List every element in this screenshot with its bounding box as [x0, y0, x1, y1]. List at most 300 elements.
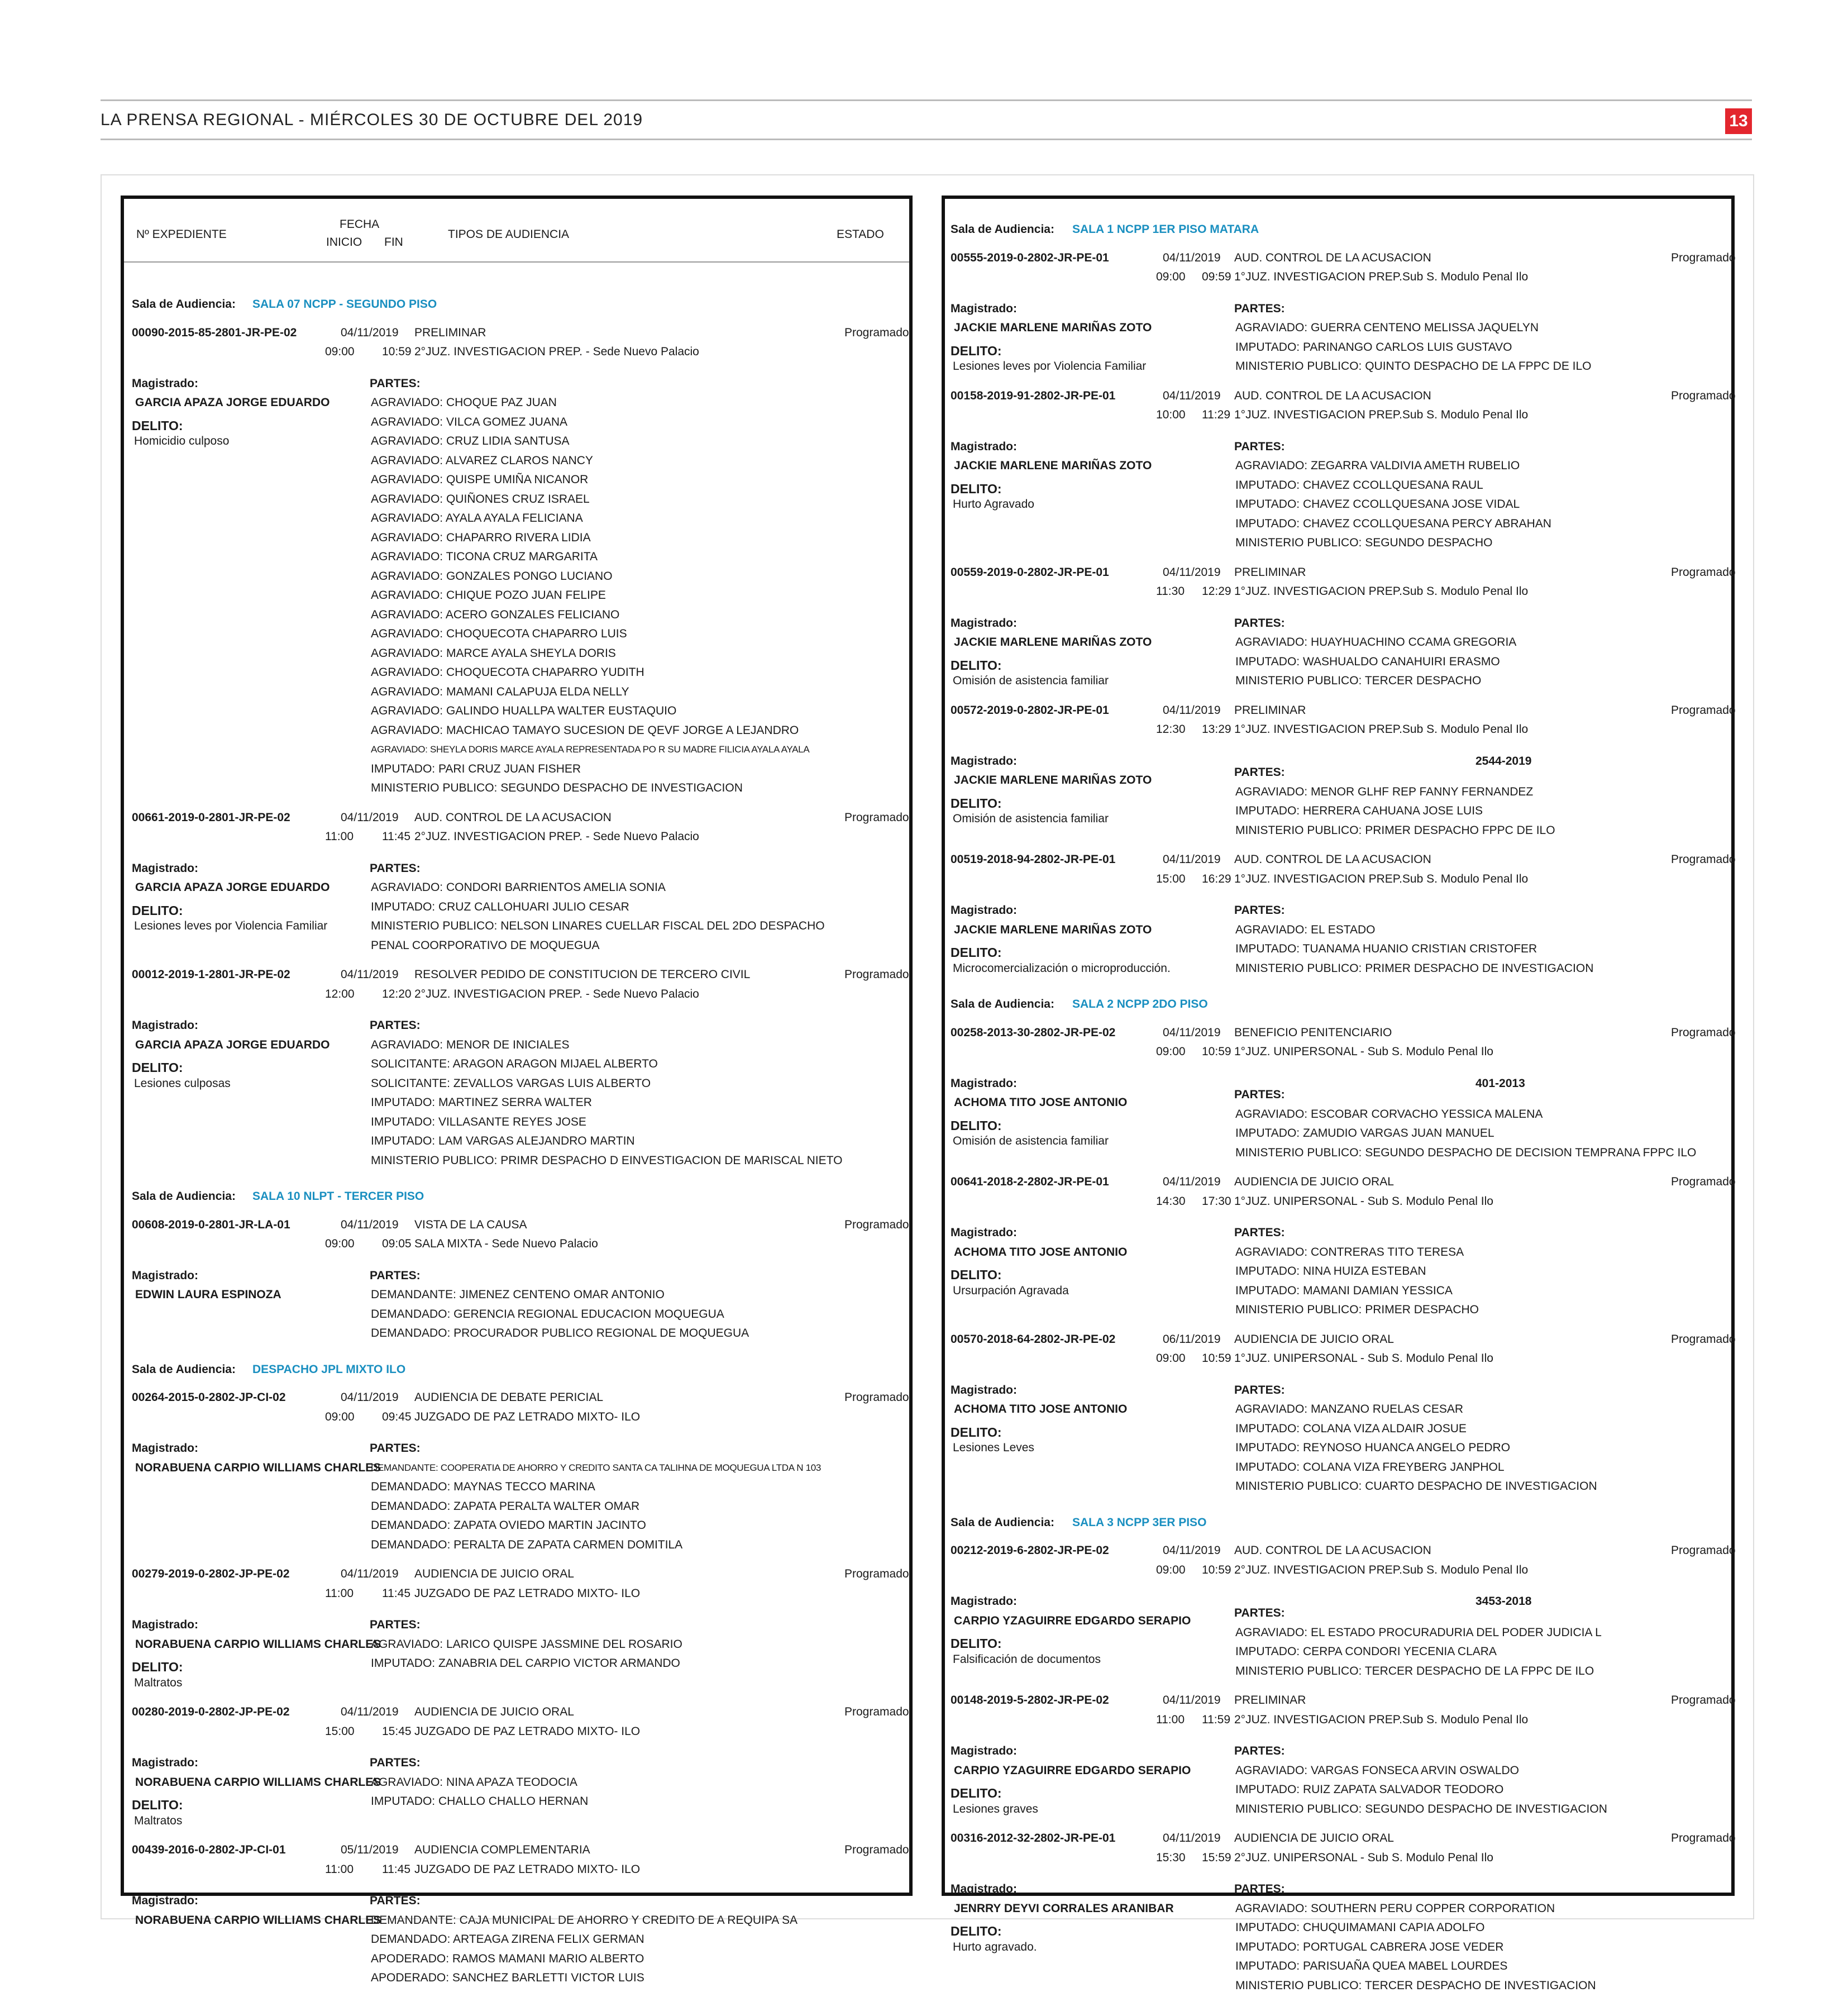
- magistrado-label: Magistrado:: [951, 754, 1018, 768]
- parte-item: AGRAVIADO: QUISPE UMIÑA NICANOR: [371, 473, 589, 486]
- estado-status: Programado: [844, 1391, 909, 1404]
- parte-item: AGRAVIADO: MARCE AYALA SHEYLA DORIS: [371, 646, 616, 660]
- fecha-date: 04/11/2019: [1163, 1832, 1221, 1845]
- partes-label: PARTES:: [370, 1442, 421, 1455]
- parte-item: DEMANDADO: GERENCIA REGIONAL EDUCACION MOQUEGUA: [371, 1307, 724, 1321]
- juzgado-lugar: 1°JUZ. INVESTIGACION PREP.Sub S. Modulo Penal Ilo: [1234, 585, 1529, 598]
- parte-item: IMPUTADO: CHAVEZ CCOLLQUESANA JOSE VIDAL: [1235, 498, 1520, 511]
- tipo-audiencia: AUDIENCIA DE JUICIO ORAL: [1234, 1332, 1394, 1346]
- expediente-number: 00519-2018-94-2802-JR-PE-01: [951, 853, 1116, 866]
- parte-item: AGRAVIADO: ACERO GONZALES FELICIANO: [371, 608, 620, 621]
- parte-item: DEMANDANTE: COOPERATIA DE AHORRO Y CREDITO SANTA CA TALIHNA DE MOQUEGUA LTDA N 103: [371, 1462, 822, 1473]
- juzgado-lugar: 1°JUZ. UNIPERSONAL - Sub S. Modulo Penal Ilo: [1234, 1352, 1493, 1365]
- partes-label: PARTES:: [370, 1894, 421, 1907]
- tipo-audiencia: AUDIENCIA DE JUICIO ORAL: [414, 1705, 574, 1718]
- left-column: [121, 196, 913, 1984]
- parte-item: AGRAVIADO: SOUTHERN PERU COPPER CORPORATION: [1235, 1901, 1555, 1915]
- partes-label: PARTES:: [1234, 1088, 1285, 1102]
- juzgado-lugar: 2°JUZ. INVESTIGACION PREP.Sub S. Modulo Penal Ilo: [1234, 1713, 1529, 1726]
- estado-status: Programado: [844, 1567, 909, 1580]
- parte-item: AGRAVIADO: HUAYHUACHINO CCAMA GREGORIA: [1235, 636, 1517, 649]
- fecha-date: 04/11/2019: [341, 968, 399, 981]
- expediente-number: 00012-2019-1-2801-JR-PE-02: [132, 968, 290, 981]
- fecha-date: 04/11/2019: [341, 1218, 399, 1231]
- magistrado-label: Magistrado:: [951, 1076, 1018, 1090]
- parte-item: AGRAVIADO: CHOQUECOTA CHAPARRO LUIS: [371, 627, 627, 640]
- magistrado-name: GARCIA APAZA JORGE EDUARDO: [135, 396, 330, 409]
- sala-label: Sala de Audiencia:: [951, 223, 1054, 236]
- juzgado-lugar: JUZGADO DE PAZ LETRADO MIXTO- ILO: [414, 1410, 641, 1423]
- magistrado-label: Magistrado:: [951, 1383, 1018, 1397]
- parte-item: MINISTERIO PUBLICO: SEGUNDO DESPACHO DE INVESTIGACION: [1235, 1802, 1607, 1815]
- magistrado-name: NORABUENA CARPIO WILLIAMS CHARLES: [135, 1637, 381, 1651]
- case-number: 401-2013: [1475, 1076, 1525, 1090]
- hora-inicio: 09:00: [1156, 1045, 1186, 1059]
- parte-item: AGRAVIADO: ZEGARRA VALDIVIA AMETH RUBELIO: [1235, 459, 1520, 472]
- expediente-number: 00264-2015-0-2802-JP-CI-02: [132, 1391, 286, 1404]
- parte-item: IMPUTADO: MARTINEZ SERRA WALTER: [371, 1096, 592, 1109]
- fecha-date: 04/11/2019: [341, 811, 399, 824]
- col-header-inicio: INICIO: [326, 236, 362, 249]
- juzgado-lugar: JUZGADO DE PAZ LETRADO MIXTO- ILO: [414, 1862, 641, 1876]
- tipo-audiencia: PRELIMINAR: [1234, 565, 1306, 579]
- partes-label: PARTES:: [1234, 904, 1285, 917]
- parte-item: IMPUTADO: MAMANI DAMIAN YESSICA: [1235, 1284, 1453, 1297]
- sala-label: Sala de Audiencia:: [132, 298, 236, 311]
- delito-label: DELITO:: [951, 1924, 1002, 1939]
- delito-label: DELITO:: [951, 1424, 1002, 1440]
- estado-status: Programado: [1671, 703, 1736, 717]
- parte-item: IMPUTADO: COLANA VIZA ALDAIR JOSUE: [1235, 1422, 1467, 1435]
- hora-fin: 15:59: [1202, 1851, 1231, 1864]
- delito-label: DELITO:: [951, 1267, 1002, 1283]
- parte-item: IMPUTADO: PARISUAÑA QUEA MABEL LOURDES: [1235, 1960, 1508, 1973]
- hora-inicio: 09:00: [1156, 1563, 1186, 1576]
- sala-name: SALA 3 NCPP 3ER PISO: [1072, 1515, 1207, 1529]
- delito-label: DELITO:: [951, 1118, 1002, 1133]
- magistrado-label: Magistrado:: [132, 1019, 199, 1032]
- parte-item: AGRAVIADO: CRUZ LIDIA SANTUSA: [371, 435, 570, 447]
- estado-status: Programado: [1671, 853, 1736, 866]
- juzgado-lugar: 1°JUZ. INVESTIGACION PREP.Sub S. Modulo Penal Ilo: [1234, 408, 1529, 421]
- expediente-number: 00439-2016-0-2802-JP-CI-01: [132, 1843, 286, 1856]
- parte-item: AGRAVIADO: CONDORI BARRIENTOS AMELIA SONIA: [371, 881, 666, 894]
- magistrado-label: Magistrado:: [951, 1595, 1018, 1608]
- partes-label: PARTES:: [1234, 440, 1285, 453]
- hora-fin: 12:29: [1202, 585, 1231, 598]
- partes-label: PARTES:: [370, 1618, 421, 1631]
- parte-item: IMPUTADO: WASHUALDO CANAHUIRI ERASMO: [1235, 655, 1500, 668]
- col-header-expediente: Nº EXPEDIENTE: [136, 228, 227, 241]
- fecha-date: 04/11/2019: [1163, 1694, 1221, 1707]
- estado-status: Programado: [844, 811, 909, 824]
- magistrado-label: Magistrado:: [951, 1882, 1018, 1896]
- delito-label: DELITO:: [132, 418, 183, 433]
- sala-name: SALA 07 NCPP - SEGUNDO PISO: [252, 298, 437, 311]
- hora-fin: 10:59: [382, 345, 412, 358]
- tipo-audiencia: AUD. CONTROL DE LA ACUSACION: [414, 811, 612, 824]
- delito-value: Hurto Agravado: [953, 498, 1034, 511]
- parte-item: MINISTERIO PUBLICO: SEGUNDO DESPACHO: [1235, 536, 1493, 549]
- parte-item: AGRAVIADO: GUERRA CENTENO MELISSA JAQUELYN: [1235, 321, 1539, 334]
- juzgado-lugar: 2°JUZ. UNIPERSONAL - Sub S. Modulo Penal Ilo: [1234, 1851, 1493, 1864]
- parte-item: IMPUTADO: VILLASANTE REYES JOSE: [371, 1115, 586, 1128]
- parte-item: IMPUTADO: CHALLO CHALLO HERNAN: [371, 1795, 589, 1808]
- parte-item: IMPUTADO: CHAVEZ CCOLLQUESANA PERCY ABRAHAN: [1235, 517, 1551, 530]
- parte-item: IMPUTADO: LAM VARGAS ALEJANDRO MARTIN: [371, 1135, 635, 1147]
- tipo-audiencia: BENEFICIO PENITENCIARIO: [1234, 1026, 1392, 1039]
- delito-value: Maltratos: [134, 1676, 183, 1689]
- estado-status: Programado: [1671, 1694, 1736, 1707]
- tipo-audiencia: AUD. CONTROL DE LA ACUSACION: [1234, 251, 1431, 264]
- col-header-fecha: FECHA: [340, 218, 380, 231]
- expediente-number: 00316-2012-32-2802-JR-PE-01: [951, 1832, 1116, 1845]
- parte-item: AGRAVIADO: CHOQUECOTA CHAPARRO YUDITH: [371, 666, 644, 679]
- estado-status: Programado: [1671, 1544, 1736, 1557]
- juzgado-lugar: 1°JUZ. INVESTIGACION PREP.Sub S. Modulo Penal Ilo: [1234, 872, 1529, 885]
- fecha-date: 04/11/2019: [341, 326, 399, 339]
- tipo-audiencia: AUD. CONTROL DE LA ACUSACION: [1234, 1544, 1431, 1557]
- fecha-date: 04/11/2019: [1163, 1026, 1221, 1039]
- parte-item: IMPUTADO: REYNOSO HUANCA ANGELO PEDRO: [1235, 1441, 1511, 1455]
- parte-item: AGRAVIADO: SHEYLA DORIS MARCE AYALA REPRESENTADA PO R SU MADRE FILICIA AYALA AYALA: [371, 744, 810, 755]
- fecha-date: 06/11/2019: [1163, 1332, 1221, 1346]
- partes-label: PARTES:: [370, 1269, 421, 1282]
- magistrado-name: CARPIO YZAGUIRRE EDGARDO SERAPIO: [954, 1764, 1191, 1777]
- juzgado-lugar: 2°JUZ. INVESTIGACION PREP.Sub S. Modulo Penal Ilo: [1234, 1563, 1529, 1576]
- partes-label: PARTES:: [1234, 766, 1285, 779]
- hora-inicio: 12:30: [1156, 723, 1186, 736]
- delito-label: DELITO:: [951, 1636, 1002, 1651]
- hora-fin: 11:45: [382, 1586, 410, 1600]
- magistrado-label: Magistrado:: [132, 1269, 199, 1282]
- delito-value: Maltratos: [134, 1814, 183, 1827]
- parte-item: PENAL COORPORATIVO DE MOQUEGUA: [371, 938, 600, 952]
- delito-label: DELITO:: [951, 481, 1002, 496]
- page-number: 13: [1725, 108, 1752, 134]
- hora-inicio: 11:00: [325, 1862, 354, 1876]
- magistrado-name: JACKIE MARLENE MARIÑAS ZOTO: [954, 321, 1152, 334]
- magistrado-name: NORABUENA CARPIO WILLIAMS CHARLES: [135, 1461, 381, 1474]
- tipo-audiencia: RESOLVER PEDIDO DE CONSTITUCION DE TERCERO CIVIL: [414, 968, 751, 981]
- hora-fin: 09:59: [1202, 270, 1231, 283]
- delito-value: Omisión de asistencia familiar: [953, 812, 1109, 825]
- hora-inicio: 09:00: [325, 345, 355, 358]
- hora-fin: 10:59: [1202, 1045, 1231, 1059]
- partes-label: PARTES:: [370, 1019, 421, 1032]
- juzgado-lugar: 1°JUZ. UNIPERSONAL - Sub S. Modulo Penal Ilo: [1234, 1045, 1493, 1059]
- hora-inicio: 09:00: [325, 1410, 355, 1423]
- expediente-number: 00158-2019-91-2802-JR-PE-01: [951, 389, 1116, 402]
- delito-value: Omisión de asistencia familiar: [953, 1135, 1109, 1148]
- parte-item: AGRAVIADO: TICONA CRUZ MARGARITA: [371, 550, 598, 563]
- sala-label: Sala de Audiencia:: [132, 1362, 236, 1376]
- magistrado-name: JACKIE MARLENE MARIÑAS ZOTO: [954, 636, 1152, 649]
- magistrado-name: JACKIE MARLENE MARIÑAS ZOTO: [954, 923, 1152, 936]
- magistrado-name: GARCIA APAZA JORGE EDUARDO: [135, 1038, 330, 1051]
- parte-item: MINISTERIO PUBLICO: PRIMER DESPACHO FPPC DE ILO: [1235, 823, 1555, 837]
- expediente-number: 00148-2019-5-2802-JR-PE-02: [951, 1694, 1109, 1707]
- parte-item: AGRAVIADO: ESCOBAR CORVACHO YESSICA MALENA: [1235, 1107, 1543, 1121]
- magistrado-name: ACHOMA TITO JOSE ANTONIO: [954, 1403, 1128, 1416]
- expediente-number: 00555-2019-0-2802-JR-PE-01: [951, 251, 1109, 264]
- fecha-date: 04/11/2019: [1163, 853, 1221, 866]
- juzgado-lugar: JUZGADO DE PAZ LETRADO MIXTO- ILO: [414, 1586, 641, 1600]
- parte-item: AGRAVIADO: MENOR DE INICIALES: [371, 1038, 570, 1051]
- parte-item: AGRAVIADO: CHAPARRO RIVERA LIDIA: [371, 531, 591, 544]
- parte-item: AGRAVIADO: GALINDO HUALLPA WALTER EUSTAQUIO: [371, 704, 677, 717]
- tipo-audiencia: PRELIMINAR: [1234, 703, 1306, 717]
- parte-item: AGRAVIADO: MACHICAO TAMAYO SUCESION DE QEVF JORGE A LEJANDRO: [371, 723, 799, 737]
- hora-inicio: 15:00: [1156, 872, 1186, 885]
- partes-label: PARTES:: [1234, 1607, 1285, 1620]
- delito-value: Ursurpación Agravada: [953, 1284, 1069, 1297]
- hora-fin: 11:45: [382, 1862, 410, 1876]
- parte-item: MINISTERIO PUBLICO: CUARTO DESPACHO DE INVESTIGACION: [1235, 1480, 1597, 1493]
- hora-inicio: 12:00: [325, 987, 355, 1000]
- parte-item: IMPUTADO: PARI CRUZ JUAN FISHER: [371, 762, 581, 775]
- hora-inicio: 11:00: [1156, 1713, 1185, 1726]
- parte-item: IMPUTADO: COLANA VIZA FREYBERG JANPHOL: [1235, 1460, 1505, 1474]
- right-column: [942, 196, 1736, 1992]
- magistrado-label: Magistrado:: [951, 302, 1018, 315]
- estado-status: Programado: [1671, 1832, 1736, 1845]
- juzgado-lugar: 2°JUZ. INVESTIGACION PREP. - Sede Nuevo Palacio: [414, 987, 699, 1000]
- hora-inicio: 14:30: [1156, 1194, 1186, 1208]
- magistrado-name: JACKIE MARLENE MARIÑAS ZOTO: [954, 459, 1152, 472]
- magistrado-label: Magistrado:: [132, 1618, 199, 1631]
- header-divider: [124, 261, 909, 263]
- magistrado-label: Magistrado:: [132, 861, 199, 875]
- parte-item: IMPUTADO: CHUQUIMAMANI CAPIA ADOLFO: [1235, 1921, 1485, 1934]
- hora-inicio: 15:30: [1156, 1851, 1186, 1864]
- tipo-audiencia: AUD. CONTROL DE LA ACUSACION: [1234, 853, 1431, 866]
- parte-item: APODERADO: SANCHEZ BARLETTI VICTOR LUIS: [371, 1971, 644, 1984]
- sala-label: Sala de Audiencia:: [951, 998, 1054, 1011]
- col-header-fin: FIN: [384, 236, 403, 249]
- parte-item: AGRAVIADO: MAMANI CALAPUJA ELDA NELLY: [371, 685, 629, 698]
- parte-item: AGRAVIADO: AYALA AYALA FELICIANA: [371, 512, 583, 525]
- fecha-date: 04/11/2019: [1163, 251, 1221, 264]
- parte-item: AGRAVIADO: MANZANO RUELAS CESAR: [1235, 1403, 1464, 1416]
- parte-item: AGRAVIADO: LARICO QUISPE JASSMINE DEL ROSARIO: [371, 1637, 682, 1651]
- sala-name: DESPACHO JPL MIXTO ILO: [252, 1362, 406, 1376]
- parte-item: DEMANDADO: PERALTA DE ZAPATA CARMEN DOMITILA: [371, 1538, 683, 1551]
- sala-name: SALA 1 NCPP 1ER PISO MATARA: [1072, 223, 1259, 236]
- parte-item: AGRAVIADO: QUIÑONES CRUZ ISRAEL: [371, 492, 590, 506]
- delito-value: Lesiones culposas: [134, 1076, 231, 1090]
- juzgado-lugar: JUZGADO DE PAZ LETRADO MIXTO- ILO: [414, 1724, 641, 1738]
- estado-status: Programado: [1671, 251, 1736, 264]
- col-header-tipos: TIPOS DE AUDIENCIA: [448, 228, 570, 241]
- hora-fin: 11:59: [1202, 1713, 1230, 1726]
- parte-item: SOLICITANTE: ARAGON ARAGON MIJAEL ALBERTO: [371, 1057, 658, 1070]
- hora-inicio: 09:00: [1156, 1352, 1186, 1365]
- estado-status: Programado: [1671, 1026, 1736, 1039]
- hora-fin: 12:20: [382, 987, 412, 1000]
- magistrado-label: Magistrado:: [951, 440, 1018, 453]
- delito-value: Hurto agravado.: [953, 1940, 1037, 1953]
- delito-value: Omisión de asistencia familiar: [953, 674, 1109, 687]
- header-rule-bottom: [101, 139, 1752, 140]
- col-header-estado: ESTADO: [837, 228, 884, 241]
- hora-fin: 16:29: [1202, 872, 1231, 885]
- delito-value: Lesiones leves por Violencia Familiar: [953, 360, 1147, 373]
- delito-value: Lesiones leves por Violencia Familiar: [134, 919, 328, 932]
- partes-label: PARTES:: [1234, 1882, 1285, 1896]
- parte-item: AGRAVIADO: GONZALES PONGO LUCIANO: [371, 569, 613, 583]
- parte-item: MINISTERIO PUBLICO: TERCER DESPACHO DE LA FPPC DE ILO: [1235, 1664, 1594, 1677]
- case-number: 2544-2019: [1475, 754, 1532, 768]
- estado-status: Programado: [1671, 565, 1736, 579]
- parte-item: AGRAVIADO: CHIQUE POZO JUAN FELIPE: [371, 589, 606, 602]
- expediente-number: 00090-2015-85-2801-JR-PE-02: [132, 326, 297, 339]
- expediente-number: 00572-2019-0-2802-JR-PE-01: [951, 703, 1109, 717]
- fecha-date: 04/11/2019: [341, 1391, 399, 1404]
- parte-item: DEMANDANTE: CAJA MUNICIPAL DE AHORRO Y CREDITO DE A REQUIPA SA: [371, 1913, 798, 1927]
- parte-item: IMPUTADO: CERPA CONDORI YECENIA CLARA: [1235, 1645, 1497, 1658]
- parte-item: IMPUTADO: HERRERA CAHUANA JOSE LUIS: [1235, 804, 1483, 818]
- parte-item: DEMANDADO: ARTEAGA ZIRENA FELIX GERMAN: [371, 1933, 644, 1946]
- juzgado-lugar: 2°JUZ. INVESTIGACION PREP. - Sede Nuevo Palacio: [414, 345, 699, 358]
- parte-item: MINISTERIO PUBLICO: SEGUNDO DESPACHO DE DECISION TEMPRANA FPPC ILO: [1235, 1146, 1697, 1159]
- parte-item: MINISTERIO PUBLICO: PRIMER DESPACHO DE INVESTIGACION: [1235, 961, 1594, 975]
- partes-label: PARTES:: [1234, 1226, 1285, 1240]
- juzgado-lugar: 1°JUZ. INVESTIGACION PREP.Sub S. Modulo Penal Ilo: [1234, 270, 1529, 283]
- parte-item: APODERADO: RAMOS MAMANI MARIO ALBERTO: [371, 1952, 644, 1965]
- magistrado-name: NORABUENA CARPIO WILLIAMS CHARLES: [135, 1775, 381, 1789]
- fecha-date: 04/11/2019: [1163, 1544, 1221, 1557]
- delito-value: Falsificación de documentos: [953, 1652, 1101, 1666]
- hora-fin: 09:05: [382, 1237, 412, 1250]
- parte-item: IMPUTADO: CHAVEZ CCOLLQUESANA RAUL: [1235, 478, 1483, 492]
- magistrado-label: Magistrado:: [951, 616, 1018, 630]
- parte-item: AGRAVIADO: ALVAREZ CLAROS NANCY: [371, 454, 593, 467]
- delito-label: DELITO:: [951, 1786, 1002, 1801]
- estado-status: Programado: [844, 1705, 909, 1718]
- estado-status: Programado: [844, 1218, 909, 1231]
- hora-inicio: 15:00: [325, 1724, 355, 1738]
- magistrado-label: Magistrado:: [132, 1894, 199, 1907]
- parte-item: AGRAVIADO: NINA APAZA TEODOCIA: [371, 1775, 577, 1789]
- sala-label: Sala de Audiencia:: [951, 1515, 1054, 1529]
- hora-fin: 13:29: [1202, 723, 1231, 736]
- parte-item: MINISTERIO PUBLICO: TERCER DESPACHO: [1235, 674, 1482, 687]
- magistrado-name: EDWIN LAURA ESPINOZA: [135, 1288, 281, 1301]
- parte-item: DEMANDADO: ZAPATA PERALTA WALTER OMAR: [371, 1499, 640, 1513]
- expediente-number: 00279-2019-0-2802-JP-PE-02: [132, 1567, 290, 1580]
- expediente-number: 00212-2019-6-2802-JR-PE-02: [951, 1544, 1109, 1557]
- juzgado-lugar: 2°JUZ. INVESTIGACION PREP. - Sede Nuevo Palacio: [414, 830, 699, 843]
- hora-fin: 10:59: [1202, 1352, 1231, 1365]
- parte-item: AGRAVIADO: MENOR GLHF REP FANNY FERNANDEZ: [1235, 785, 1534, 798]
- expediente-number: 00608-2019-0-2801-JR-LA-01: [132, 1218, 290, 1231]
- parte-item: IMPUTADO: NINA HUIZA ESTEBAN: [1235, 1265, 1426, 1278]
- sala-label: Sala de Audiencia:: [132, 1190, 236, 1203]
- delito-value: Homicidio culposo: [134, 435, 230, 447]
- parte-item: MINISTERIO PUBLICO: QUINTO DESPACHO DE LA FPPC DE ILO: [1235, 360, 1592, 373]
- partes-label: PARTES:: [1234, 616, 1285, 630]
- juzgado-lugar: SALA MIXTA - Sede Nuevo Palacio: [414, 1237, 598, 1250]
- parte-item: AGRAVIADO: EL ESTADO PROCURADURIA DEL PODER JUDICIA L: [1235, 1626, 1602, 1639]
- magistrado-name: JACKIE MARLENE MARIÑAS ZOTO: [954, 774, 1152, 787]
- estado-status: Programado: [844, 1843, 909, 1856]
- partes-label: PARTES:: [1234, 1383, 1285, 1397]
- hora-fin: 11:45: [382, 830, 410, 843]
- tipo-audiencia: AUDIENCIA DE JUICIO ORAL: [1234, 1832, 1394, 1845]
- parte-item: DEMANDADO: MAYNAS TECCO MARINA: [371, 1480, 595, 1493]
- fecha-date: 04/11/2019: [341, 1705, 399, 1718]
- sala-name: SALA 2 NCPP 2DO PISO: [1072, 998, 1208, 1011]
- magistrado-label: Magistrado:: [132, 1442, 199, 1455]
- juzgado-lugar: 1°JUZ. UNIPERSONAL - Sub S. Modulo Penal Ilo: [1234, 1194, 1493, 1208]
- hora-inicio: 09:00: [325, 1237, 355, 1250]
- estado-status: Programado: [844, 326, 909, 339]
- parte-item: IMPUTADO: RUIZ ZAPATA SALVADOR TEODORO: [1235, 1783, 1504, 1796]
- hora-fin: 15:45: [382, 1724, 412, 1738]
- hora-inicio: 11:00: [325, 830, 354, 843]
- hora-inicio: 10:00: [1156, 408, 1186, 421]
- partes-label: PARTES:: [370, 861, 421, 875]
- delito-label: DELITO:: [132, 1660, 183, 1674]
- magistrado-name: NORABUENA CARPIO WILLIAMS CHARLES: [135, 1913, 381, 1927]
- tipo-audiencia: AUDIENCIA COMPLEMENTARIA: [414, 1843, 590, 1856]
- magistrado-name: JENRRY DEYVI CORRALES ARANIBAR: [954, 1901, 1174, 1915]
- parte-item: IMPUTADO: PORTUGAL CABRERA JOSE VEDER: [1235, 1940, 1504, 1953]
- hora-fin: 10:59: [1202, 1563, 1231, 1576]
- hora-inicio: 11:30: [1156, 585, 1185, 598]
- parte-item: DEMANDANTE: JIMENEZ CENTENO OMAR ANTONIO: [371, 1288, 665, 1301]
- juzgado-lugar: 1°JUZ. INVESTIGACION PREP.Sub S. Modulo Penal Ilo: [1234, 723, 1529, 736]
- fecha-date: 04/11/2019: [1163, 565, 1221, 579]
- parte-item: IMPUTADO: CRUZ CALLOHUARI JULIO CESAR: [371, 900, 629, 913]
- magistrado-label: Magistrado:: [951, 1226, 1018, 1240]
- delito-label: DELITO:: [132, 1798, 183, 1812]
- fecha-date: 04/11/2019: [1163, 389, 1221, 402]
- tipo-audiencia: VISTA DE LA CAUSA: [414, 1218, 527, 1231]
- expediente-number: 00661-2019-0-2801-JR-PE-02: [132, 811, 290, 824]
- magistrado-label: Magistrado:: [951, 904, 1018, 917]
- parte-item: DEMANDADO: ZAPATA OVIEDO MARTIN JACINTO: [371, 1519, 646, 1532]
- parte-item: AGRAVIADO: VILCA GOMEZ JUANA: [371, 415, 568, 428]
- tipo-audiencia: AUDIENCIA DE DEBATE PERICIAL: [414, 1391, 604, 1404]
- delito-label: DELITO:: [951, 343, 1002, 358]
- parte-item: MINISTERIO PUBLICO: TERCER DESPACHO DE INVESTIGACION: [1235, 1979, 1596, 1992]
- parte-item: IMPUTADO: TUANAMA HUANIO CRISTIAN CRISTOFER: [1235, 942, 1537, 956]
- partes-label: PARTES:: [370, 1756, 421, 1769]
- delito-label: DELITO:: [951, 657, 1002, 673]
- fecha-date: 04/11/2019: [1163, 1175, 1221, 1189]
- tipo-audiencia: PRELIMINAR: [1234, 1694, 1306, 1707]
- parte-item: AGRAVIADO: EL ESTADO: [1235, 923, 1376, 936]
- expediente-number: 00570-2018-64-2802-JR-PE-02: [951, 1332, 1116, 1346]
- tipo-audiencia: AUDIENCIA DE JUICIO ORAL: [1234, 1175, 1394, 1189]
- header-rule-top: [101, 99, 1752, 101]
- parte-item: AGRAVIADO: VARGAS FONSECA ARVIN OSWALDO: [1235, 1764, 1520, 1777]
- magistrado-name: GARCIA APAZA JORGE EDUARDO: [135, 881, 330, 894]
- parte-item: IMPUTADO: ZANABRIA DEL CARPIO VICTOR ARMANDO: [371, 1657, 680, 1670]
- parte-item: MINISTERIO PUBLICO: SEGUNDO DESPACHO DE INVESTIGACION: [371, 781, 743, 794]
- sala-name: SALA 10 NLPT - TERCER PISO: [252, 1190, 424, 1203]
- expediente-number: 00641-2018-2-2802-JR-PE-01: [951, 1175, 1109, 1189]
- expediente-number: 00280-2019-0-2802-JP-PE-02: [132, 1705, 290, 1718]
- magistrado-label: Magistrado:: [951, 1745, 1018, 1758]
- hora-inicio: 09:00: [1156, 270, 1186, 283]
- hora-fin: 17:30: [1202, 1194, 1231, 1208]
- delito-label: DELITO:: [132, 1060, 183, 1075]
- parte-item: AGRAVIADO: CHOQUE PAZ JUAN: [371, 396, 557, 409]
- fecha-date: 04/11/2019: [1163, 703, 1221, 717]
